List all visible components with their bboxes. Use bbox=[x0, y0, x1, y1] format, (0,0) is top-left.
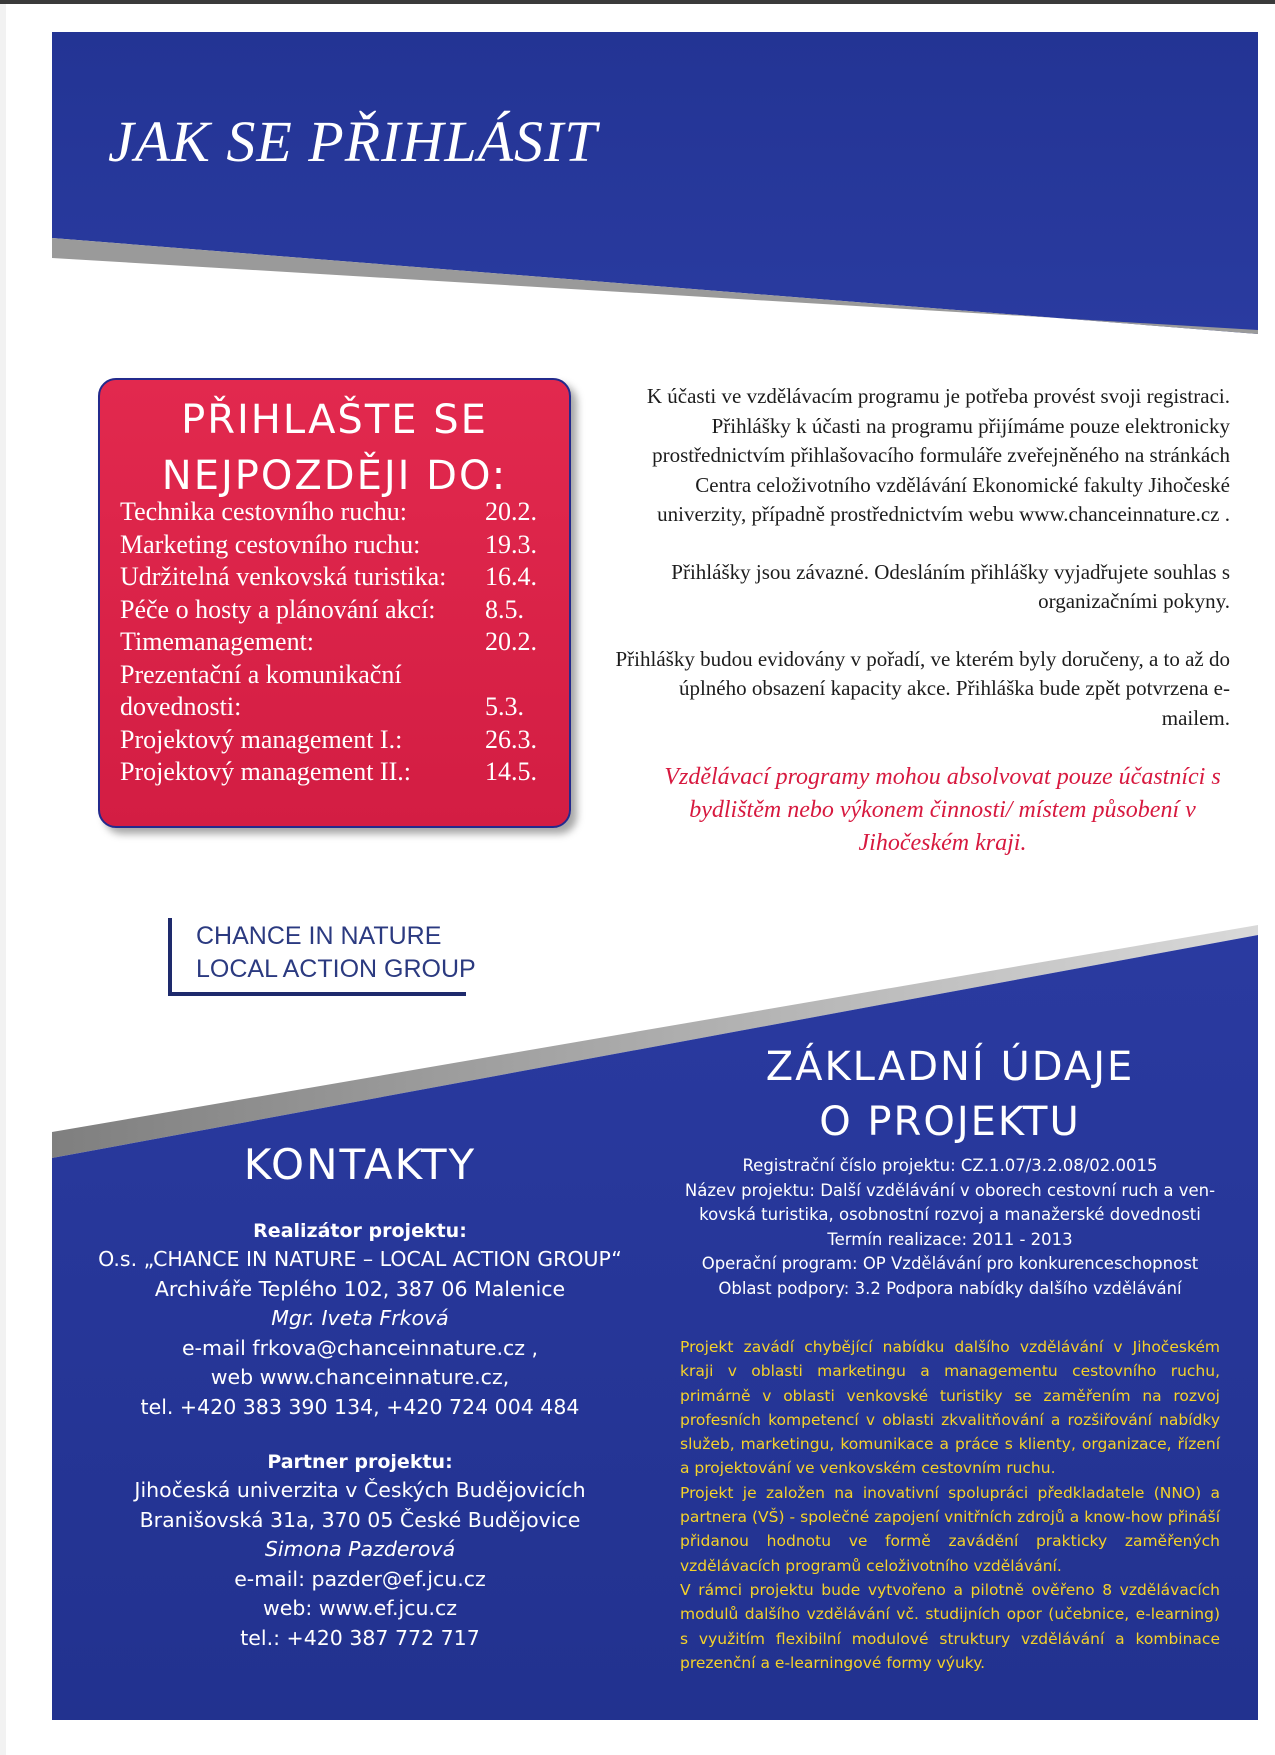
course-deadline: 5.3. bbox=[485, 692, 524, 721]
deadline-row bbox=[120, 561, 557, 594]
course-name: Marketing cestovního ruchu: bbox=[120, 529, 421, 559]
deadline-row bbox=[120, 756, 557, 789]
course-name: dovednosti: bbox=[120, 692, 242, 721]
course-deadline: 20.2. bbox=[485, 627, 537, 656]
realizer-org: O.s. „CHANCE IN NATURE – LOCAL ACTION GROUP“ bbox=[98, 1247, 622, 1271]
logo-line2: LOCAL ACTION GROUP bbox=[196, 955, 476, 983]
realizer-phone: tel. +420 383 390 134, +420 724 004 484 bbox=[140, 1394, 580, 1419]
course-deadline: 8.5. bbox=[485, 594, 524, 624]
project-facts bbox=[670, 1154, 1230, 1301]
binding-paragraph: Přihlášky jsou závazné. Odesláním přihlášky vyjadřujete souhlas s organizačními pokyny. bbox=[671, 559, 1230, 613]
realizer-role: Realizátor projektu: bbox=[253, 1220, 467, 1242]
project-desc-paragraph: Projekt zavádí chybějící nabídku dalšího vzdělávání v Jihočeském kraji v oblasti marketingu a managementu cestovního ruchu, primárně v oblasti venkovské turistiky se zaměřením na rozvoj profesních kompetencí v oblasti zkvalitňování a rozšiřování nabídky služeb, marketingu, komunikace a práce s klienty, organizace, řízení a projektování ve venkovském cestovním ruchu. bbox=[680, 1338, 1220, 1478]
page-title: JAK SE PŘIHLÁSIT bbox=[108, 109, 598, 174]
course-name: Udržitelná venkovská turistika: bbox=[120, 562, 447, 591]
project-desc-paragraph: Projekt je založen na inovativní spolupráci předkladatele (NNO) a partnera (VŠ) - společné zapojení vnitřních zdrojů a know-how přináší přidanou hodnotu ve formě zavádění prakticky zaměřených vzdělávacích programů celoživotního vzdělávání. bbox=[680, 1483, 1220, 1575]
partner-email[interactable]: e-mail: pazder@ef.jcu.cz bbox=[234, 1566, 486, 1591]
contacts-title: KONTAKTY bbox=[243, 1140, 477, 1189]
realizer-email[interactable]: e-mail frkova@chanceinnature.cz , bbox=[181, 1335, 539, 1360]
project-name-line2: kovská turistika, osobnostní rozvoj a manažerské dovednosti bbox=[699, 1205, 1201, 1224]
course-deadline: 19.3. bbox=[485, 529, 537, 559]
project-name-line1: Název projektu: Další vzdělávání v oborech cestovní ruch a ven- bbox=[684, 1180, 1216, 1200]
course-deadline: 20.2. bbox=[485, 497, 537, 526]
contacts-section bbox=[60, 1140, 660, 1653]
partner-role: Partner projektu: bbox=[267, 1451, 453, 1473]
registration-info bbox=[615, 382, 1230, 888]
logo bbox=[168, 918, 476, 998]
realizer-address: Archiváře Teplého 102, 387 06 Malenice bbox=[154, 1276, 566, 1301]
project-title-line1: ZÁKLADNÍ ÚDAJE bbox=[765, 1044, 1135, 1090]
course-deadline: 14.5. bbox=[485, 757, 537, 786]
deadline-heading-line2: NEJPOZDĚJI DO: bbox=[161, 453, 508, 499]
deadline-list bbox=[120, 496, 557, 789]
course-name: Projektový management I.: bbox=[120, 724, 403, 754]
partner-phone: tel.: +420 387 772 717 bbox=[240, 1625, 480, 1650]
deadline-row bbox=[120, 659, 557, 692]
realizer-web[interactable]: web www.chanceinnature.cz, bbox=[210, 1365, 510, 1389]
project-title-line2: O PROJEKTU bbox=[819, 1099, 1081, 1145]
eligibility-note: Vzdělávací programy mohou absolvovat pouze účastníci s bydlištěm nebo výkonem činnosti/ místem působení v Jihočeském kraji. bbox=[664, 764, 1221, 856]
project-program: Operační program: OP Vzdělávání pro konkurenceschopnost bbox=[701, 1254, 1199, 1273]
deadline-heading-line1: PŘIHLAŠTE SE bbox=[181, 397, 488, 443]
deadline-row bbox=[120, 496, 557, 529]
deadline-row bbox=[120, 529, 557, 562]
course-name: Projektový management II.: bbox=[120, 757, 411, 786]
deadline-row bbox=[120, 594, 557, 627]
course-name: Prezentační a komunikační bbox=[120, 659, 402, 689]
course-name: Péče o hosty a plánování akcí: bbox=[120, 594, 436, 624]
project-term: Termín realizace: 2011 - 2013 bbox=[827, 1229, 1073, 1249]
logo-text bbox=[196, 920, 476, 986]
logo-bar-horizontal bbox=[168, 992, 466, 996]
partner-org: Jihočeská univerzita v Českých Budějovicích bbox=[134, 1478, 586, 1502]
deadline-row bbox=[120, 724, 557, 757]
logo-line1: CHANCE IN NATURE bbox=[196, 922, 442, 950]
project-description bbox=[670, 1335, 1230, 1675]
registration-paragraph: K účasti ve vzdělávacím programu je potřeba provést svoji registraci. Přihlášky k účasti na programu přijímáme pouze elektronicky prostřednictvím přihlašovacího formuláře zveřejněného na stránkách Centra celoživotního vzdělávání Ekonomické fakulty Jihočeské univerzity, případně prostřednictvím webu www.chanceinnature.cz . bbox=[646, 384, 1230, 526]
project-area: Oblast podpory: 3.2 Podpora nabídky dalšího vzdělávání bbox=[718, 1278, 1182, 1298]
partner-address: Branišovská 31a, 370 05 České Budějovice bbox=[139, 1507, 581, 1532]
confirmation-paragraph: Přihlášky budou evidovány v pořadí, ve kterém byly doručeny, a to až do úplného obsazení kapacity akce. Přihláška bude zpět potvrzena e-mailem. bbox=[615, 646, 1230, 730]
logo-bar-vertical bbox=[168, 918, 172, 996]
course-name: Technika cestovního ruchu: bbox=[120, 497, 407, 526]
project-title bbox=[670, 1040, 1230, 1150]
realizer-person: Mgr. Iveta Frková bbox=[271, 1306, 449, 1330]
partner-web[interactable]: web: www.ef.jcu.cz bbox=[262, 1596, 458, 1620]
deadline-heading bbox=[100, 392, 569, 504]
course-deadline: 16.4. bbox=[485, 562, 537, 591]
project-section bbox=[670, 1040, 1230, 1675]
deadline-row bbox=[120, 691, 557, 724]
deadline-row bbox=[120, 626, 557, 659]
project-desc-paragraph: V rámci projektu bude vytvořeno a pilotně ověřeno 8 vzdělávacích modulů dalšího vzdělávání vč. studijních opor (učebnice, e-learning) s využitím flexibilní modulové struktury vzdělávání a kombinace prezenční a e-learningové formy výuky. bbox=[680, 1580, 1220, 1672]
spacer bbox=[60, 1422, 660, 1448]
project-reg-number: Registrační číslo projektu: CZ.1.07/3.2.08/02.0015 bbox=[742, 1156, 1158, 1175]
course-name: Timemanagement: bbox=[120, 627, 315, 656]
deadline-box bbox=[98, 378, 571, 828]
partner-person: Simona Pazderová bbox=[264, 1537, 456, 1561]
course-deadline: 26.3. bbox=[485, 724, 537, 754]
